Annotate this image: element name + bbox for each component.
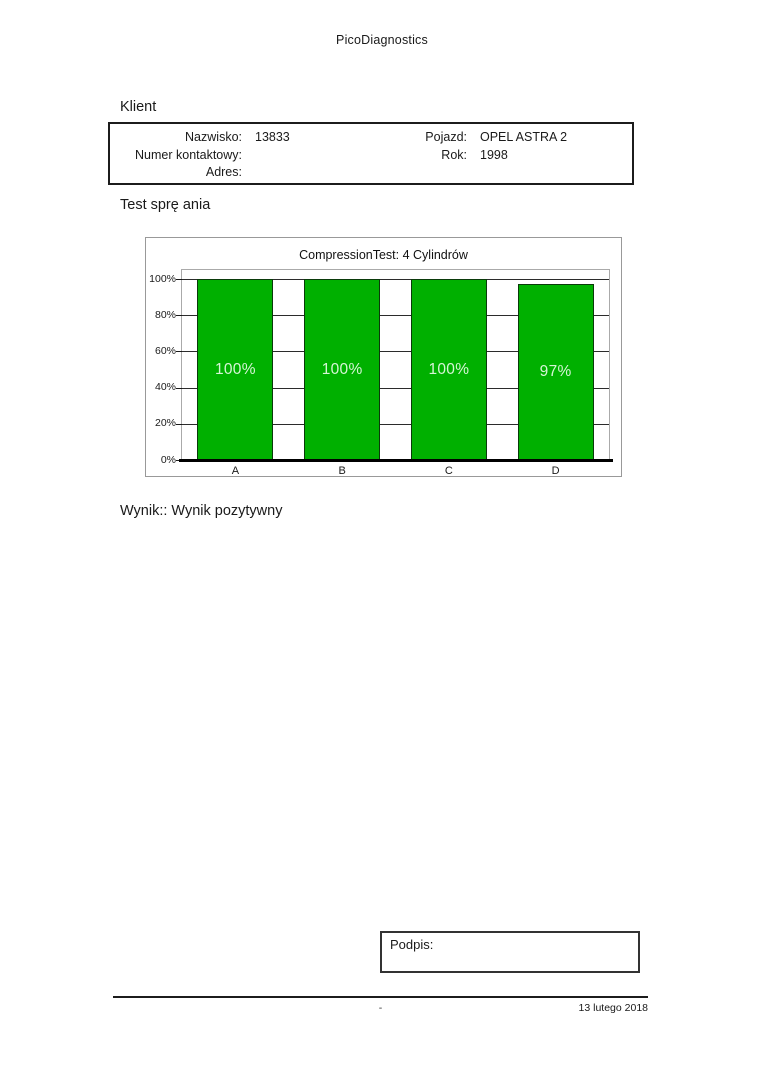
bar-value-label: 97% [539, 363, 572, 381]
result-value: Wynik pozytywny [171, 503, 283, 519]
field-value: 1998 [480, 147, 508, 162]
footer-date: 13 lutego 2018 [578, 1002, 648, 1014]
y-tick-label: 80% [154, 308, 176, 321]
bar-B [304, 279, 380, 460]
x-axis-baseline [179, 459, 613, 462]
x-category-label: D [551, 465, 560, 477]
field-label: Nazwisko: [185, 130, 242, 144]
field-value: 13833 [255, 130, 290, 144]
y-tick-20 [176, 424, 182, 425]
field-numer-kontaktowy [110, 147, 410, 165]
y-tick-label: 0% [160, 453, 176, 466]
test-section-title: Test sprę ania [120, 197, 211, 213]
field-label: Numer kontaktowy: [135, 147, 242, 162]
client-fields-right [388, 129, 628, 164]
bar-value-label: 100% [428, 360, 470, 378]
field-rok [388, 147, 628, 165]
field-label: Adres: [205, 165, 242, 179]
result-label: Wynik:: [120, 503, 168, 519]
y-tick-100 [176, 279, 182, 280]
chart-title: CompressionTest: 4 Cylindrów [299, 248, 468, 262]
x-category-label: B [338, 465, 346, 477]
field-value: OPEL ASTRA 2 [480, 130, 568, 144]
bar-A [197, 279, 273, 460]
y-tick-80 [176, 315, 182, 316]
field-value [242, 147, 255, 165]
bar-value-label: 100% [321, 360, 363, 378]
field-label: Pojazd: [425, 130, 467, 144]
field-pojazd [388, 129, 628, 147]
field-value [242, 164, 255, 182]
chart-plot-area [149, 269, 610, 477]
y-tick-label: 20% [154, 417, 176, 430]
y-tick-label: 40% [154, 381, 176, 394]
client-section-title: Klient [120, 99, 157, 115]
y-tick-label: 60% [154, 344, 176, 357]
footer-page-marker: - [378, 1002, 383, 1014]
client-fields-left [110, 129, 410, 182]
client-info-box [108, 122, 634, 185]
x-category-label: C [444, 465, 453, 477]
compression-chart [145, 237, 622, 477]
signature-label: Podpis: [390, 937, 434, 952]
result-line [120, 503, 282, 519]
bar-C [411, 279, 487, 460]
y-tick-60 [176, 351, 182, 352]
signature-box [380, 931, 640, 973]
field-label: Rok: [441, 147, 467, 162]
y-tick-label: 100% [149, 272, 176, 285]
field-nazwisko [110, 129, 410, 147]
field-adres [110, 164, 410, 182]
x-category-label: A [231, 465, 240, 477]
footer-divider [113, 996, 648, 998]
y-tick-40 [176, 388, 182, 389]
bar-value-label: 100% [214, 360, 256, 378]
bar-D [518, 284, 594, 460]
report-title: PicoDiagnostics [336, 33, 428, 47]
